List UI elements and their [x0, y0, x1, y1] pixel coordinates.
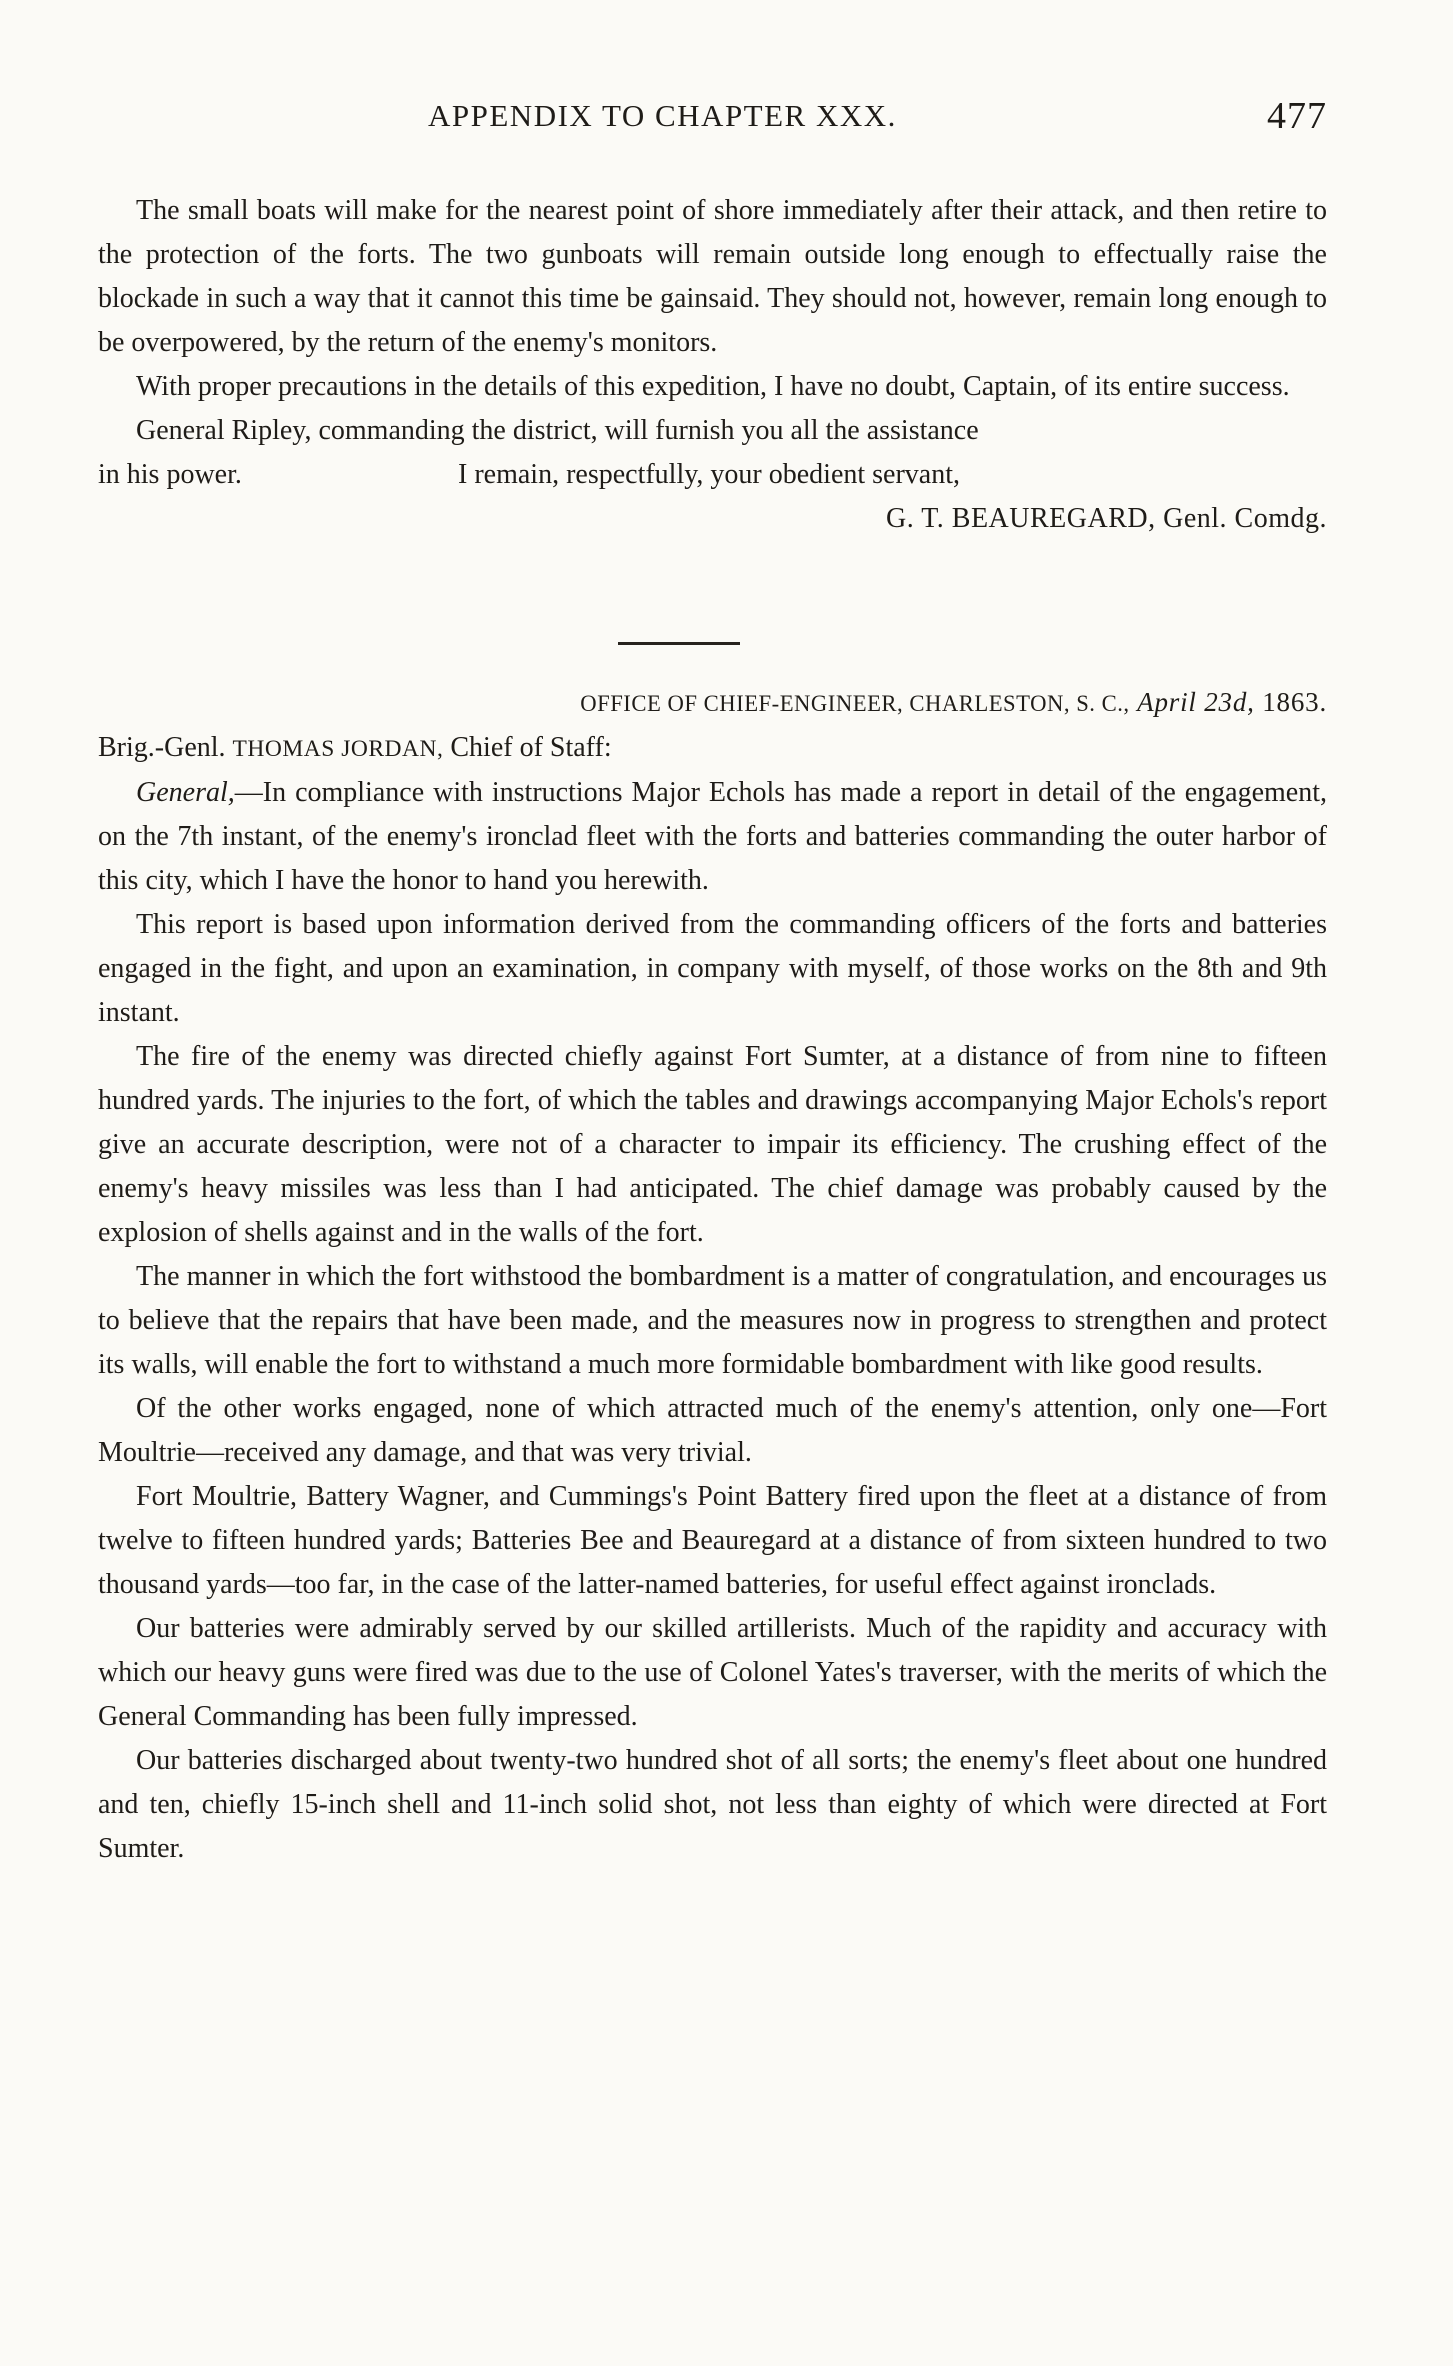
first-letter-paragraph: General Ripley, commanding the district, will furnish you all the assistance	[136, 415, 979, 446]
report-paragraph: The manner in which the fort withstood the bombardment is a matter of congratulation, and encourages us to believe that the repairs that have been made, and the measures now in progress to strengthen and protect its walls, will enable the fort to withstand a much more formidable bombardment with like good results.	[98, 1261, 1327, 1380]
office-heading: OFFICE OF CHIEF-ENGINEER, CHARLESTON, S. C.,	[580, 691, 1130, 716]
report-paragraph: Fort Moultrie, Battery Wagner, and Cummings's Point Battery fired upon the fleet at a distance of from twelve to fifteen hundred yards; Batteries Bee and Beauregard at a distance of from sixteen hundred to two thousand yards—too far, in the case of the latter-named batteries, for useful effect against ironclads.	[98, 1481, 1327, 1600]
salutation	[98, 726, 1327, 771]
running-head	[98, 95, 1327, 144]
opening-paragraph	[98, 771, 1327, 903]
first-letter-paragraph: The small boats will make for the nearest point of shore immediately after their attack, and then retire to the protection of the forts. The two gunboats will remain outside long enough to effectually raise the blockade in such a way that it cannot this time be gainsaid. They should not, however, remain long enough to be overpowered, by the return of the enemy's monitors.	[98, 195, 1327, 358]
salutation-title: Chief of Staff:	[450, 732, 612, 763]
salutation-name: THOMAS JORDAN,	[232, 736, 444, 762]
report-paragraph: Our batteries were admirably served by our skilled artillerists. Much of the rapidity and accuracy with which our heavy guns were fired was due to the use of Colonel Yates's traverser, with the merits of which the General Commanding has been fully impressed.	[98, 1613, 1327, 1732]
letter-heading	[98, 680, 1327, 726]
opening-word: General,	[136, 777, 235, 808]
page-number: 477	[1267, 95, 1327, 137]
running-title: APPENDIX TO CHAPTER XXX.	[428, 98, 897, 133]
closing-line	[98, 453, 1327, 497]
first-letter-paragraph: With proper precautions in the details of this expedition, I have no doubt, Captain, of its entire success.	[136, 371, 1290, 402]
second-letter-block	[98, 680, 1327, 1871]
report-paragraph: The fire of the enemy was directed chiefly against Fort Sumter, at a distance of from nine to fifteen hundred yards. The injuries to the fort, of which the tables and drawings accompanying Major Echols's report give an accurate description, were not of a character to impair its efficiency. The crushing effect of the enemy's heavy missiles was less than I had anticipated. The chief damage was probably caused by the explosion of shells against and in the walls of the fort.	[98, 1041, 1327, 1248]
report-paragraph: This report is based upon information derived from the commanding officers of the forts and batteries engaged in the fight, and upon an examination, in company with myself, of those works on the 8th and 9th instant.	[98, 909, 1327, 1028]
report-paragraph: Of the other works engaged, none of which attracted much of the enemy's attention, only one—Fort Moultrie—received any damage, and that was very trivial.	[98, 1393, 1327, 1468]
opening-paragraph-text: —In compliance with instructions Major Echols has made a report in detail of the engagement, on the 7th instant, of the enemy's ironclad fleet with the forts and batteries commanding the outer harbor of this city, which I have the honor to hand you herewith.	[98, 777, 1327, 896]
salutation-rank: Brig.-Genl.	[98, 732, 226, 763]
signature: G. T. BEAUREGARD, Genl. Comdg.	[886, 503, 1327, 534]
heading-year: 1863.	[1262, 687, 1327, 717]
heading-date: April 23d,	[1137, 687, 1255, 717]
section-divider	[618, 642, 740, 645]
report-paragraph: Our batteries discharged about twenty-two hundred shot of all sorts; the enemy's fleet about one hundred and ten, chiefly 15-inch shell and 11-inch solid shot, not less than eighty of which were directed at Fort Sumter.	[98, 1745, 1327, 1864]
first-letter-block	[98, 189, 1327, 541]
closing-right-text: I remain, respectfully, your obedient servant,	[458, 459, 961, 490]
closing-left-text: in his power.	[98, 459, 242, 490]
